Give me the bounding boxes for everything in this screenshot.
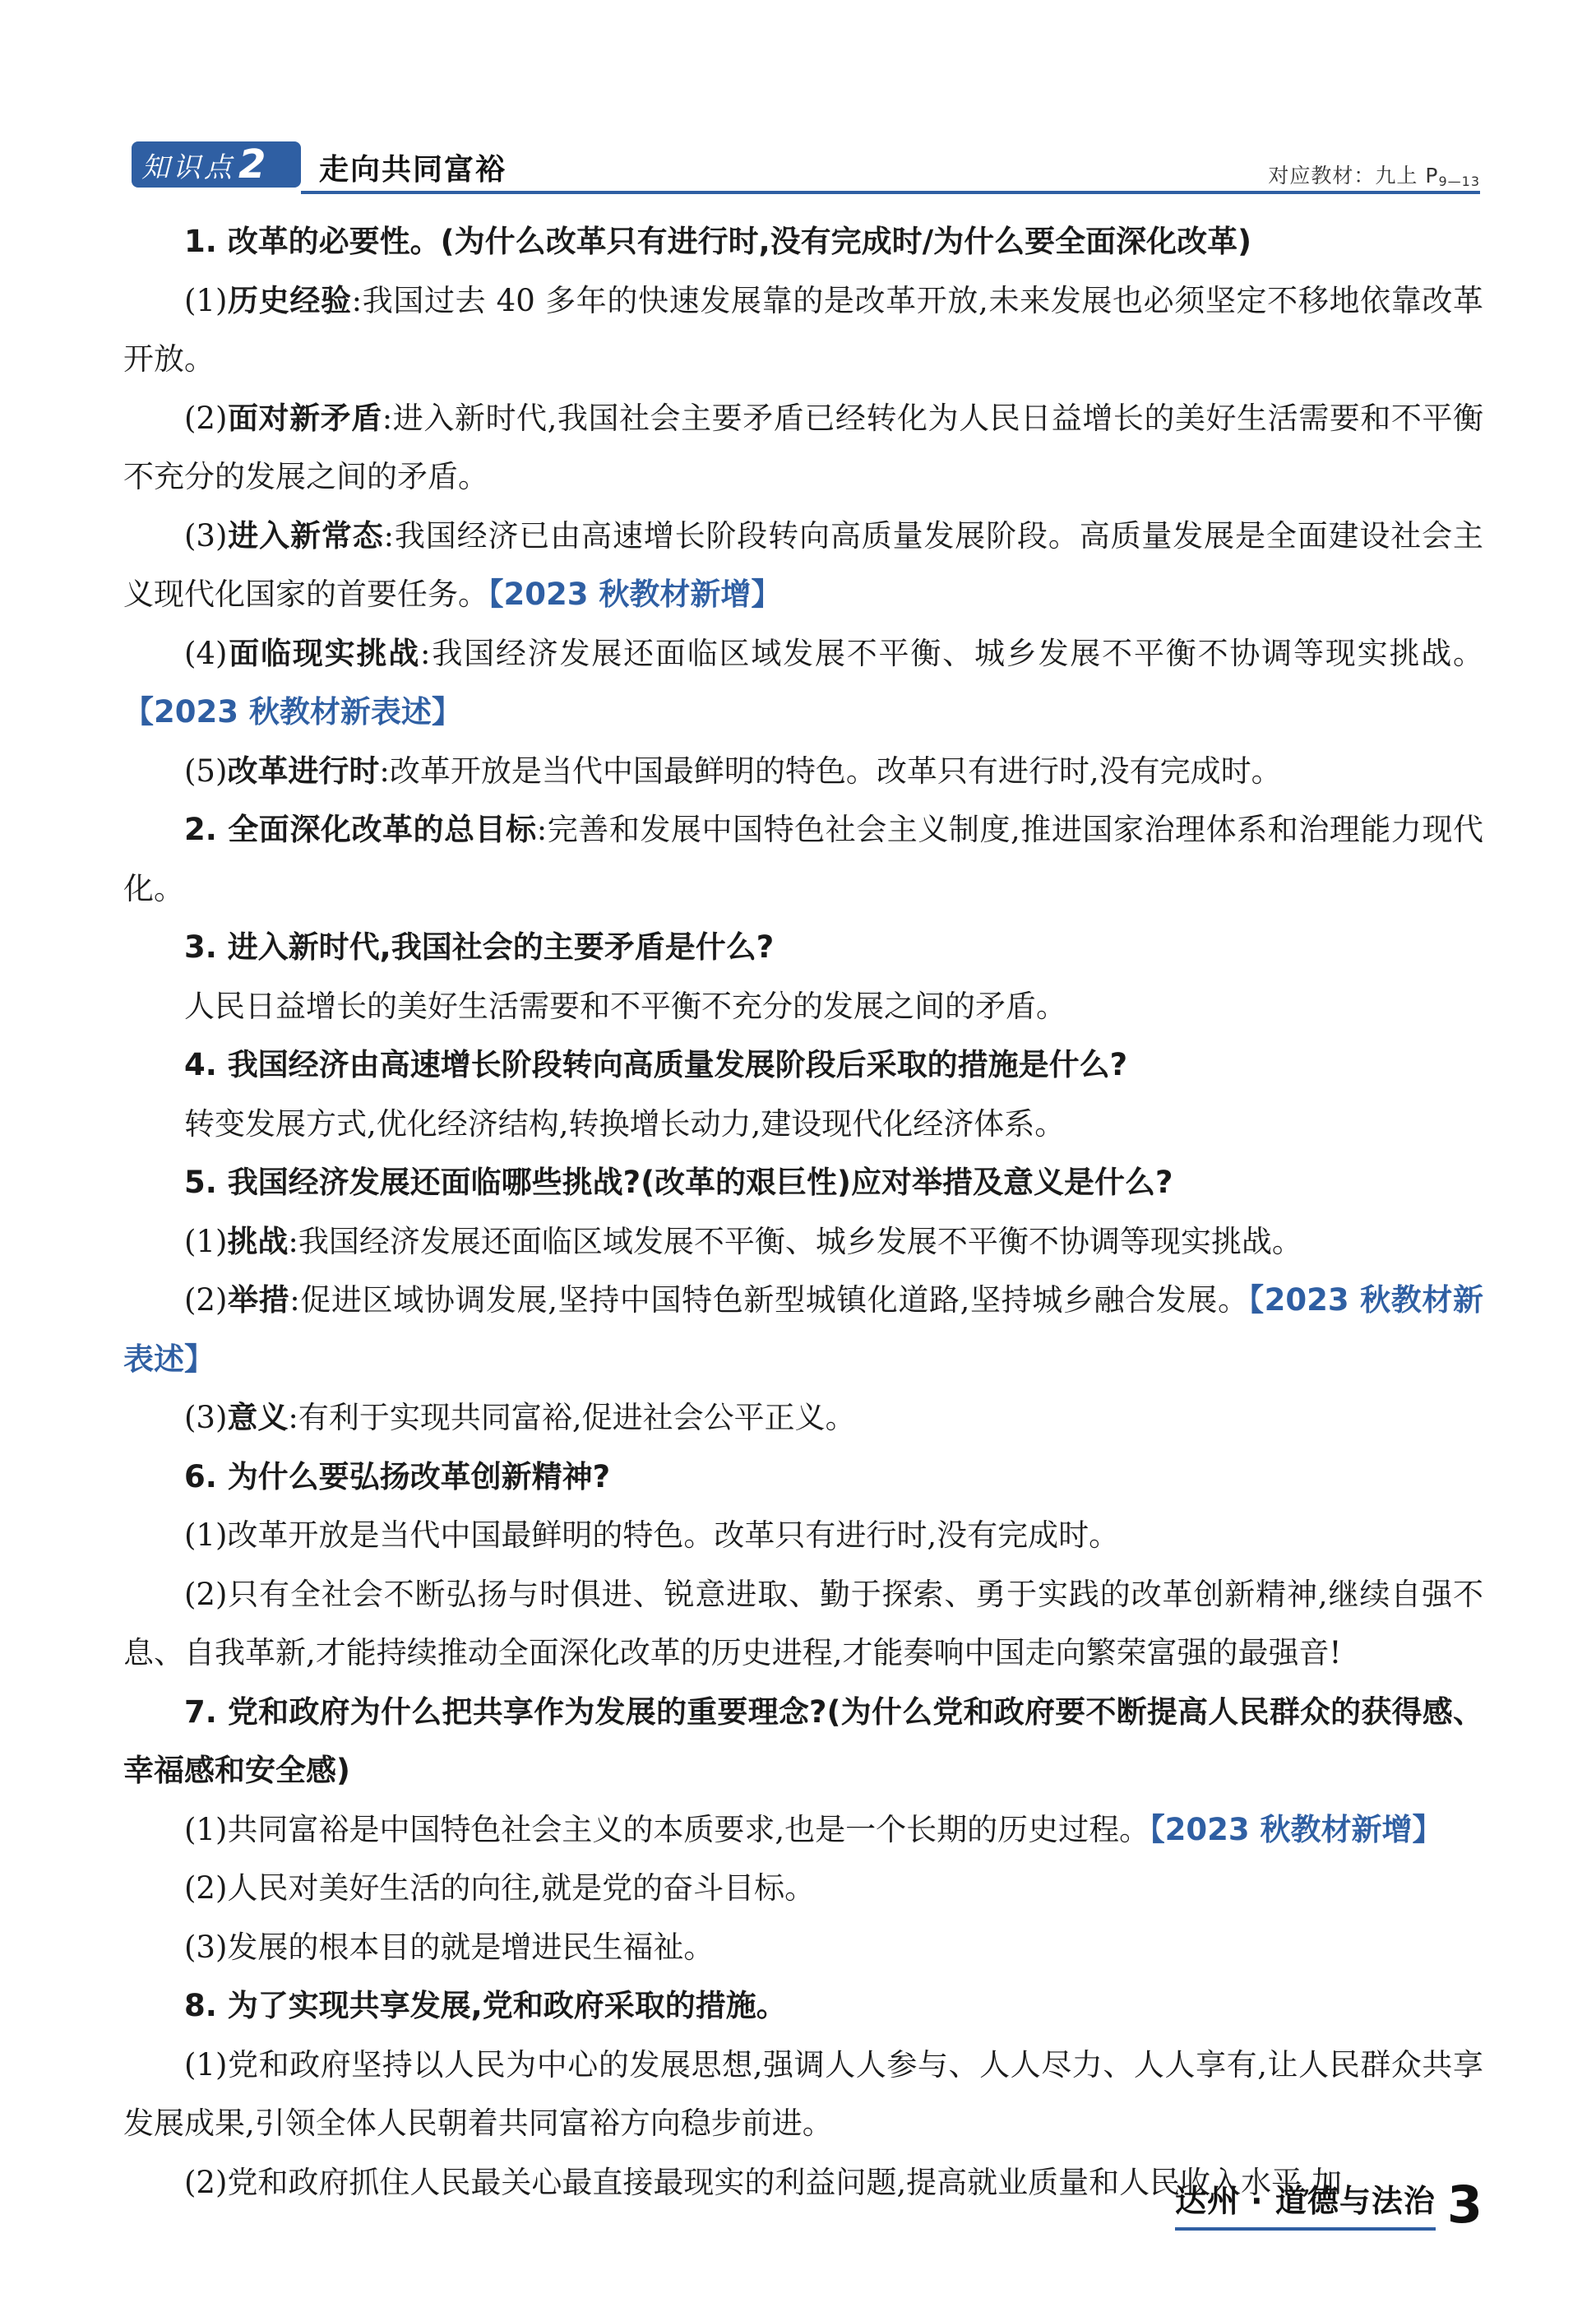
answer-item: [123, 1212, 1483, 1272]
page-number: 3: [1446, 2175, 1483, 2235]
item-text: :改革开放是当代中国最鲜明的特色。改革只有进行时,没有完成时。: [379, 753, 1282, 789]
item-key: 举措: [227, 1282, 290, 1318]
item-text: 人民对美好生活的向往,就是党的奋斗目标。: [227, 1870, 816, 1906]
item-key: 历史经验: [227, 282, 352, 318]
question-text: 为什么要弘扬改革创新精神?: [227, 1458, 611, 1494]
item-key: 改革进行时: [227, 753, 380, 789]
item-text: :我国经济发展还面临区域发展不平衡、城乡发展不平衡不协调等现实挑战。: [288, 1223, 1302, 1259]
item-prefix: (3): [184, 517, 228, 554]
question-number: 1.: [184, 224, 228, 259]
item-key: 意义: [227, 1400, 289, 1435]
answer-item: [123, 1271, 1483, 1388]
item-text: 发展的根本目的就是增进民生福祉。: [227, 1929, 715, 1965]
answer-item: [123, 1800, 1483, 1860]
section-header: [132, 140, 1480, 194]
question-text: 改革的必要性。(为什么改革只有进行时,没有完成时/为什么要全面深化改革): [227, 224, 1252, 259]
section-title: 走向共同富裕: [319, 153, 507, 187]
question-answer: :完善和发展中国特色社会主义制度,推进国家治理体系和治理能力现代化。: [123, 812, 1483, 906]
answer-item: [123, 1388, 1483, 1448]
item-text: :我国经济已由高速增长阶段转向高质量发展阶段。高质量发展是全面建设社会主义现代化国家的首要任务。: [123, 517, 1483, 612]
answer-item: [123, 1506, 1483, 1565]
item-prefix: (5): [184, 753, 228, 789]
item-prefix: (4): [184, 635, 228, 671]
reference-text: 对应教材：九上 P: [1268, 164, 1439, 188]
item-text: :进入新时代,我国社会主要矛盾已经转化为人民日益增长的美好生活需要和不平衡不充分的发展之间的矛盾。: [123, 400, 1483, 494]
item-text: 只有全社会不断弘扬与时俱进、锐意进取、勤于探索、勇于实践的改革创新精神,继续自强不息、自我革新,才能持续推动全面深化改革的历史进程,才能奏响中国走向繁荣富强的最强音!: [123, 1576, 1483, 1670]
question-number: 2.: [184, 812, 229, 847]
question-text: 全面深化改革的总目标: [228, 812, 537, 847]
answer-item: [123, 2036, 1483, 2153]
item-key: 面对新矛盾: [227, 400, 382, 436]
page-footer: [1174, 2165, 1483, 2235]
main-content: [123, 212, 1483, 2212]
textbook-tag: 【2023 秋教材新增】: [1150, 1811, 1443, 1847]
question-number: 3.: [184, 929, 228, 965]
question-text: 党和政府为什么把共享作为发展的重要理念?(为什么党和政府要不断提高人民群众的获得感、幸福感和安全感): [123, 1693, 1483, 1788]
question-heading: [123, 1683, 1483, 1800]
item-text: 党和政府坚持以人民为中心的发展思想,强调人人参与、人人尽力、人人享有,让人民群众共享发展成果,引领全体人民朝着共同富裕方向稳步前进。: [123, 2046, 1483, 2141]
question-heading: [123, 918, 1483, 977]
item-prefix: (1): [184, 282, 228, 318]
badge-number: 2: [238, 141, 266, 188]
answer-text: [123, 1095, 1483, 1154]
textbook-tag: 【2023 秋教材新表述】: [123, 1282, 1483, 1377]
question-heading: [123, 1035, 1483, 1095]
question-text: 我国经济发展还面临哪些挑战?(改革的艰巨性)应对举措及意义是什么?: [227, 1165, 1173, 1200]
item-prefix: (2): [184, 400, 228, 436]
item-prefix: (1): [184, 1517, 228, 1553]
answer-line: 人民日益增长的美好生活需要和不平衡不充分的发展之间的矛盾。: [184, 988, 1066, 1024]
question-number: 4.: [184, 1047, 228, 1082]
answer-item: [123, 389, 1483, 507]
answer-item: [123, 271, 1483, 389]
question-heading: [123, 1153, 1483, 1212]
question-text: 为了实现共享发展,党和政府采取的措施。: [227, 1988, 787, 2023]
item-prefix: (3): [184, 1400, 228, 1435]
answer-item: [123, 507, 1483, 624]
item-text: :我国过去 40 多年的快速发展靠的是改革开放,未来发展也必须坚定不移地依靠改革开放。: [123, 282, 1483, 377]
textbook-tag: 【2023 秋教材新增】: [488, 577, 782, 612]
item-prefix: (1): [184, 1223, 228, 1259]
question-heading: [123, 1448, 1483, 1507]
item-text: :促进区域协调发展,坚持中国特色新型城镇化道路,坚持城乡融合发展。: [289, 1282, 1249, 1318]
item-prefix: (2): [184, 2164, 228, 2200]
answer-line: 转变发展方式,优化经济结构,转换增长动力,建设现代化经济体系。: [184, 1105, 1066, 1142]
question-text: 我国经济由高速增长阶段转向高质量发展阶段后采取的措施是什么?: [227, 1047, 1128, 1082]
item-key: 面临现实挑战: [227, 635, 421, 671]
answer-item: [123, 1859, 1483, 1918]
item-prefix: (2): [184, 1576, 228, 1612]
footer-title: 达州 · 道德与法治: [1175, 2175, 1436, 2231]
question-text: 进入新时代,我国社会的主要矛盾是什么?: [227, 929, 775, 965]
item-text: 共同富裕是中国特色社会主义的本质要求,也是一个长期的历史过程。: [227, 1811, 1150, 1847]
question-heading: [123, 212, 1483, 271]
answer-item: [123, 624, 1483, 742]
item-prefix: (1): [184, 2046, 228, 2083]
answer-item: [123, 742, 1483, 801]
question-heading: [123, 800, 1483, 918]
question-number: 7.: [184, 1693, 228, 1730]
header-rule: [301, 191, 1480, 194]
question-number: 8.: [184, 1988, 228, 2023]
item-prefix: (2): [184, 1282, 228, 1318]
badge-label: 知识点: [141, 151, 235, 184]
reference-pages: 9—13: [1438, 174, 1480, 189]
knowledge-point-badge: [132, 141, 301, 188]
item-key: 进入新常态: [227, 517, 384, 554]
answer-text: [123, 977, 1483, 1036]
answer-item: [123, 1565, 1483, 1683]
item-key: 挑战: [227, 1223, 289, 1259]
item-text: :我国经济发展还面临区域发展不平衡、城乡发展不平衡不协调等现实挑战。: [420, 635, 1484, 671]
answer-item: [123, 1918, 1483, 1977]
textbook-tag: 【2023 秋教材新表述】: [123, 694, 462, 730]
item-text: :有利于实现共同富裕,促进社会公平正义。: [288, 1400, 856, 1435]
textbook-reference: [1268, 160, 1480, 189]
question-heading: [123, 1976, 1483, 2036]
question-number: 6.: [184, 1458, 228, 1494]
item-prefix: (2): [184, 1870, 228, 1906]
item-prefix: (3): [184, 1929, 228, 1965]
question-number: 5.: [184, 1165, 228, 1200]
item-prefix: (1): [184, 1811, 228, 1847]
item-text: 党和政府抓住人民最关心最直接最现实的利益问题,提高就业质量和人民收入水平,加: [227, 2164, 1342, 2200]
item-text: 改革开放是当代中国最鲜明的特色。改革只有进行时,没有完成时。: [227, 1517, 1120, 1553]
